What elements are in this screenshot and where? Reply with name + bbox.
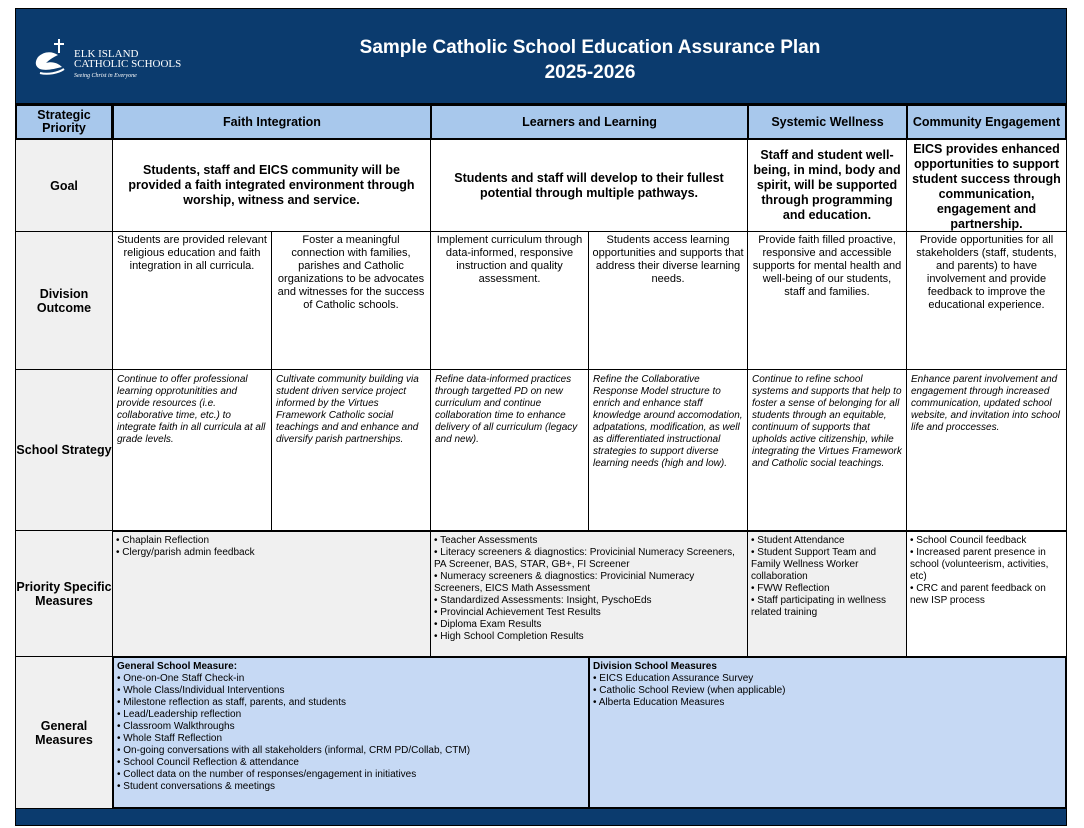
division-measure-item: • EICS Education Assurance Survey (593, 673, 1062, 685)
row-label-outcome: Division Outcome (15, 231, 113, 370)
division-measure-item: • Alberta Education Measures (593, 697, 1062, 709)
logo-line-2: CATHOLIC SCHOOLS (74, 58, 182, 70)
psm-community-item: • CRC and parent feedback on new ISP process (910, 583, 1063, 607)
col-header-learners: Learners and Learning (430, 104, 749, 140)
footer-band (15, 808, 1067, 826)
outcome-learners-2: Students access learning opportunities and supports that address their diverse learning needs. (588, 231, 748, 370)
outcome-faith-1: Students are provided relevant religious education and faith integration in all curricula. (112, 231, 272, 370)
psm-wellness-item: • Staff participating in wellness related training (751, 595, 903, 619)
outcome-learners-1: Implement curriculum through data-informed, responsive instruction and quality assessment. (430, 231, 589, 370)
col-header-faith: Faith Integration (112, 104, 432, 140)
row-label-general: General Measures (15, 656, 113, 809)
general-school-item: • School Council Reflection & attendance (117, 757, 585, 769)
title-line-2: 2025-2026 (544, 62, 636, 83)
header-banner (15, 8, 1067, 104)
general-school-title: General School Measure: (117, 661, 238, 672)
psm-learners-item: • Diploma Exam Results (434, 619, 744, 631)
general-school-item: • One-on-One Staff Check-in (117, 673, 585, 685)
general-school-measures (112, 656, 590, 809)
psm-wellness-item: • Student Support Team and Family Wellness Worker collaboration (751, 547, 903, 583)
row-label-psm: Priority Specific Measures (15, 530, 113, 657)
psm-learners-item: • Numeracy screeners & diagnostics: Provicinial Numeracy Screeners, EICS Math Assessment (434, 571, 744, 595)
psm-learners-item: • Standardized Assessments: Insight, PyschoEds (434, 595, 744, 607)
psm-wellness-item: • FWW Reflection (751, 583, 903, 595)
goal-learners: Students and staff will develop to their fullest potential through multiple pathways. (430, 139, 748, 232)
general-school-item: • Whole Staff Reflection (117, 733, 585, 745)
strategy-learners-2: Refine the Collaborative Response Model structure to enrich and enhance staff knowledge around accomodation, adpatations, modification, as well as differentiated instructional strategies to support diverse learning needs (high and low). (588, 369, 748, 531)
strategy-community: Enhance parent involvement and engagement through increased communication, updated school website, and invitation into school life and proccesses. (906, 369, 1067, 531)
division-school-measures (588, 656, 1067, 809)
corner-header: Strategic Priority (15, 104, 113, 140)
dove-cross-icon (34, 39, 70, 79)
psm-wellness-item: • Student Attendance (751, 535, 903, 547)
general-school-item: • Collect data on the number of responses/engagement in initiatives (117, 769, 585, 781)
general-school-item: • Whole Class/Individual Interventions (117, 685, 585, 697)
row-label-strategy: School Strategy (15, 369, 113, 531)
general-school-item: • Classroom Walkthroughs (117, 721, 585, 733)
document-title (216, 35, 964, 85)
eics-logo (34, 37, 194, 87)
psm-community-item: • Increased parent presence in school (volunteerism, activities, etc) (910, 547, 1063, 583)
logo-wordmark (74, 49, 181, 69)
psm-faith-item: • Clergy/parish admin feedback (116, 547, 427, 559)
division-measure-item: • Catholic School Review (when applicable) (593, 685, 1062, 697)
row-label-goal: Goal (15, 139, 113, 232)
strategy-faith-2: Cultivate community building via student driven service project informed by the Virtues Framework Catholic social teachings and and enhance and diversify parish partnerships. (271, 369, 431, 531)
psm-faith (112, 530, 431, 657)
outcome-wellness: Provide faith filled proactive, responsive and accessible supports for mental health and well-being of our students, staff and families. (747, 231, 907, 370)
strategy-wellness: Continue to refine school systems and supports that help to foster a sense of belonging for all students through an equitable, continuum of supports that upholds active citizenship, while integrating the Virtues Framework and Catholic social teachings. (747, 369, 907, 531)
psm-community (906, 530, 1067, 657)
division-measures-title: Division School Measures (593, 661, 717, 672)
strategy-learners-1: Refine data-informed practices through targetted PD on new curriculum and continue collaboration time to enhance delivery of all curriculum (legacy and new). (430, 369, 589, 531)
general-school-item: • On-going conversations with all stakeholders (informal, CRM PD/Collab, CTM) (117, 745, 585, 757)
psm-learners-item: • Teacher Assessments (434, 535, 744, 547)
psm-faith-item: • Chaplain Reflection (116, 535, 427, 547)
psm-learners-item: • High School Completion Results (434, 631, 744, 643)
psm-learners-item: • Provincial Achievement Test Results (434, 607, 744, 619)
general-school-item: • Milestone reflection as staff, parents, and students (117, 697, 585, 709)
goal-wellness: Staff and student well-being, in mind, body and spirit, will be supported through programming and education. (747, 139, 907, 232)
psm-wellness (747, 530, 907, 657)
goal-faith: Students, staff and EICS community will be provided a faith integrated environment through worship, witness and service. (112, 139, 431, 232)
goal-community: EICS provides enhanced opportunities to support student success through communication, engagement and partnership. (906, 139, 1067, 232)
assurance-plan-page (15, 8, 1067, 826)
title-line-1: Sample Catholic School Education Assurance Plan (359, 37, 821, 58)
outcome-community: Provide opportunities for all stakeholders (staff, students, and parents) to have involvement and provide feedback to improve the educational experience. (906, 231, 1067, 370)
psm-learners (430, 530, 748, 657)
logo-tagline: Seeing Christ in Everyone (74, 73, 137, 79)
outcome-faith-2: Foster a meaningful connection with families, parishes and Catholic organizations to be advocates and witnesses for the success of Catholic schools. (271, 231, 431, 370)
col-header-wellness: Systemic Wellness (747, 104, 908, 140)
psm-community-item: • School Council feedback (910, 535, 1063, 547)
logo-line-1: ELK ISLAND (74, 48, 139, 60)
psm-learners-item: • Literacy screeners & diagnostics: Provicinial Numeracy Screeners, PA Screener, BAS, STAR, GB+, FI Screener (434, 547, 744, 571)
strategy-faith-1: Continue to offer professional learning opprotunitities and provide resources (i.e. collaborative time, etc.) to integrate faith in all curricula at all grade levels. (112, 369, 272, 531)
col-header-community: Community Engagement (906, 104, 1067, 140)
general-school-item: • Lead/Leadership reflection (117, 709, 585, 721)
general-school-item: • Student conversations & meetings (117, 781, 585, 793)
